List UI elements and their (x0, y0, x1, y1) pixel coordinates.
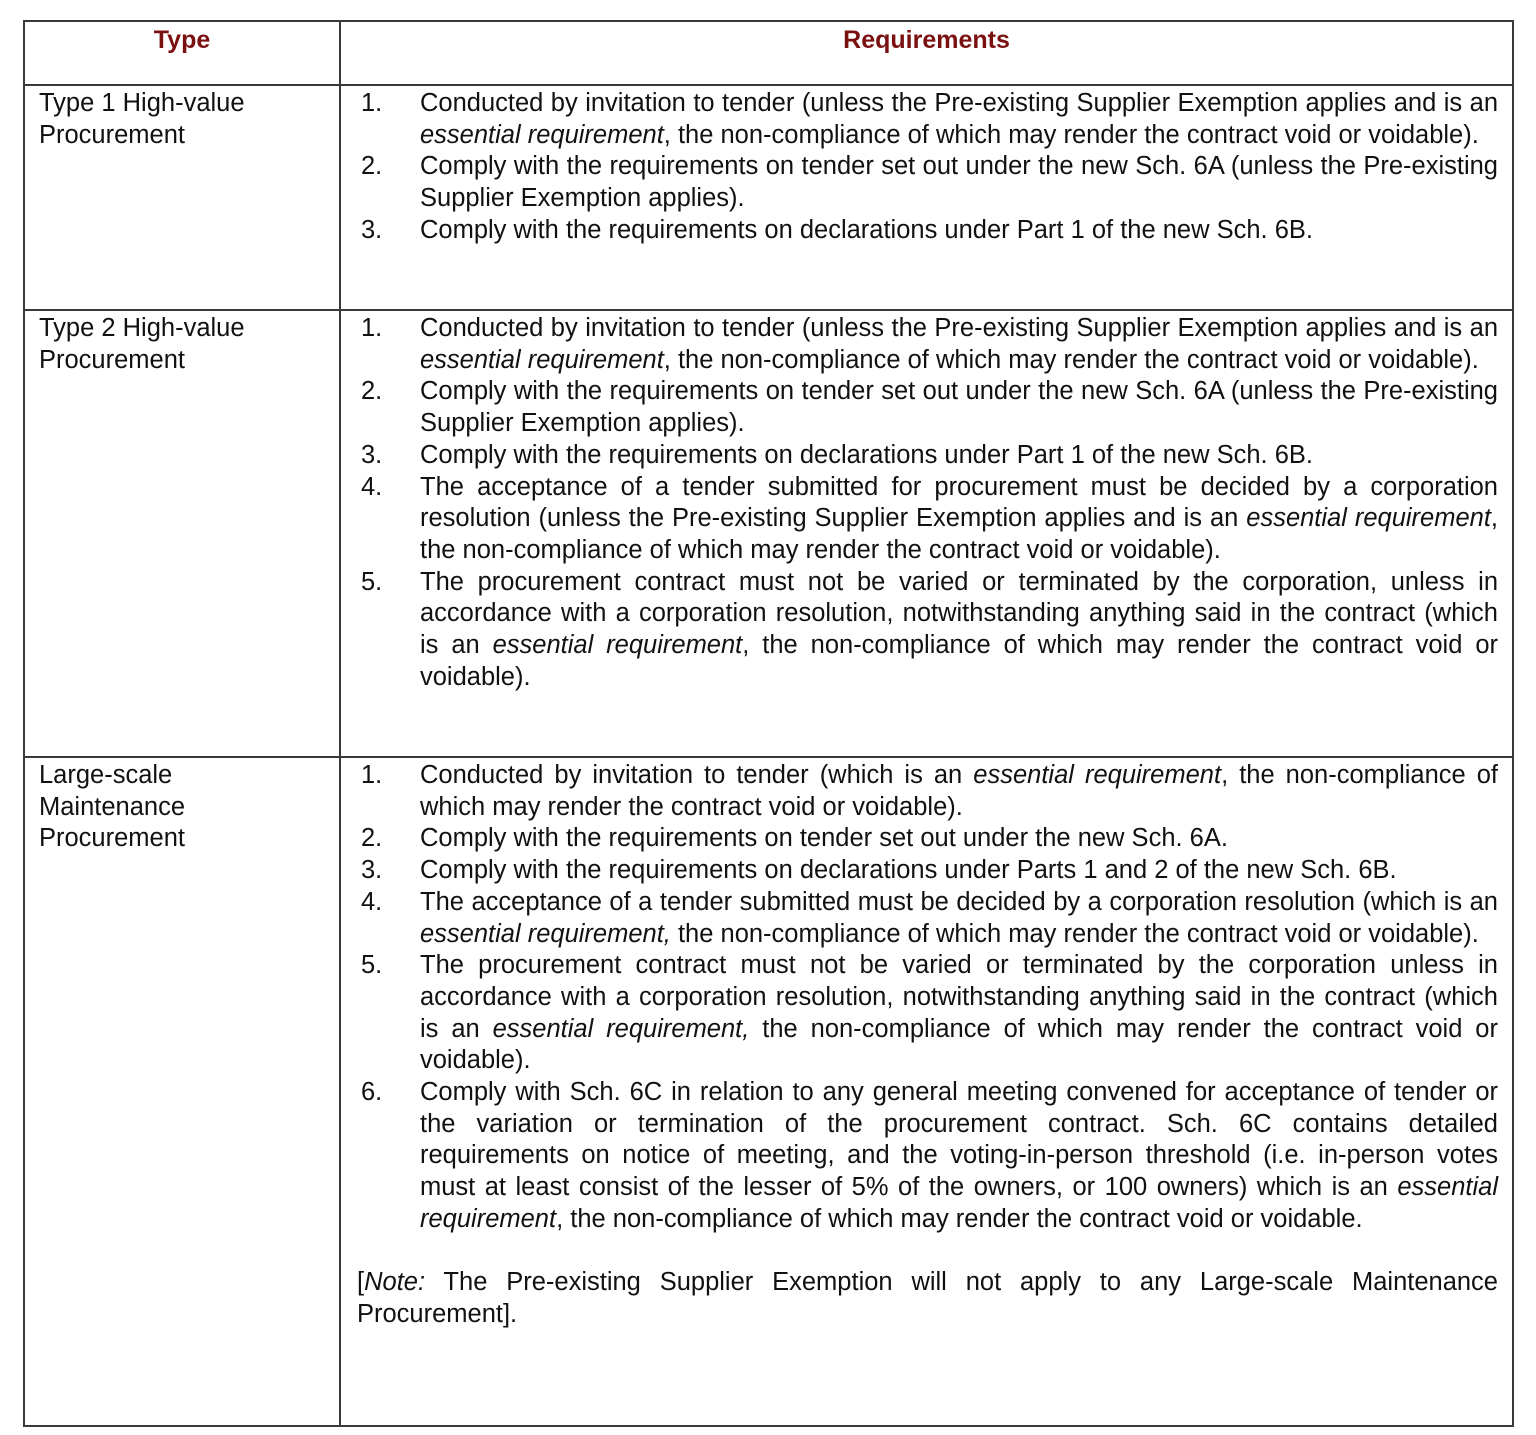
text-segment: Conducted by invitation to tender (unless the Pre-existing Supplier Exemption applies and is an (420, 314, 1498, 342)
text-segment: Comply with the requirements on tender set out under the new Sch. 6A (unless the Pre-existing Supplier Exemption applies). (420, 377, 1498, 438)
requirement-item (357, 1077, 1498, 1236)
text-segment: Comply with the requirements on declarations under Part 1 of the new Sch. 6B. (420, 215, 1313, 244)
item-number: 1. (361, 314, 383, 342)
emphasis-text: essential requirement (492, 631, 743, 660)
requirements-cell (340, 310, 1513, 757)
type-cell: Type 2 High-value Procurement (24, 310, 340, 757)
requirement-item (357, 440, 1498, 472)
text-segment: Conducted by invitation to tender (which is an (420, 761, 974, 789)
item-number: 1. (361, 89, 383, 117)
text-segment: Comply with the requirements on tender set out under the new Sch. 6A. (420, 824, 1228, 853)
item-number: 6. (361, 1078, 383, 1107)
emphasis-text: essential requirement (420, 1173, 1498, 1233)
requirement-item (357, 215, 1498, 247)
text-segment: Comply with the requirements on declarations under Part 1 of the new Sch. 6B. (420, 440, 1313, 469)
text-segment: The Pre-existing Supplier Exemption will not apply to any Large-scale Maintenance Procurement]. (357, 1268, 1498, 1328)
text-segment: Comply with the requirements on declarations under Parts 1 and 2 of the new Sch. 6B. (420, 856, 1397, 885)
requirement-item (357, 887, 1498, 950)
item-number: 2. (361, 824, 383, 853)
text-segment: The acceptance of a tender submitted for procurement must be decided by a corporation resolution (unless the Pre-existing Supplier Exemption applies and is an (420, 472, 1498, 533)
text-segment: the non-compliance of which may render the contract void or voidable). (420, 1014, 1498, 1075)
type-cell: Type 1 High-value Procurement (24, 85, 340, 310)
emphasis-text: Note: (364, 1268, 426, 1297)
table-row (24, 310, 1513, 757)
requirements-list (357, 88, 1498, 247)
emphasis-text: essential requirement (420, 345, 664, 374)
requirement-item (357, 313, 1498, 376)
text-segment: The acceptance of a tender submitted must be decided by a corporation resolution (which is an (420, 887, 1498, 916)
requirement-item (357, 151, 1498, 214)
procurement-requirements-table (23, 20, 1514, 1427)
item-number: 3. (361, 215, 383, 244)
requirement-item (357, 823, 1498, 855)
emphasis-text: essential requirement, (492, 1014, 750, 1043)
exemption-note (357, 1267, 1498, 1330)
requirement-item (357, 88, 1498, 151)
emphasis-text: essential requirement (973, 761, 1222, 789)
text-segment: The procurement contract must not be varied or terminated by the corporation, unless in accordance with a corporation resolution, notwithstanding anything said in the contract (which is an (420, 567, 1498, 660)
text-segment: Conducted by invitation to tender (unless the Pre-existing Supplier Exemption applies and is an (420, 89, 1498, 117)
text-segment: The procurement contract must not be varied or terminated by the corporation unless in accordance with a corporation resolution, notwithstanding anything said in the contract (which is an (420, 951, 1498, 1043)
table-row (24, 85, 1513, 310)
emphasis-text: essential requirement (1246, 504, 1491, 533)
requirements-cell (340, 757, 1513, 1426)
text-segment: [ (357, 1268, 365, 1297)
text-segment: , the non-compliance of which may render the contract void or voidable). (663, 120, 1479, 149)
text-segment: , the non-compliance of which may render the contract void or voidable). (420, 761, 1499, 821)
emphasis-text: essential requirement, (420, 919, 671, 948)
table-row (24, 757, 1513, 1426)
text-segment: , the non-compliance of which may render the contract void or voidable). (420, 504, 1498, 564)
requirement-item (357, 376, 1498, 439)
item-number: 4. (361, 887, 383, 916)
item-number: 3. (361, 856, 383, 885)
requirement-item (357, 855, 1498, 887)
requirements-list (357, 760, 1498, 1236)
header-requirements: Requirements (340, 21, 1513, 85)
type-cell: Large-scale Maintenance Procurement (24, 757, 340, 1426)
item-number: 2. (361, 152, 383, 181)
item-number: 2. (361, 377, 383, 406)
requirements-list (357, 313, 1498, 693)
text-segment: Comply with the requirements on tender set out under the new Sch. 6A (unless the Pre-existing Supplier Exemption applies). (420, 152, 1498, 213)
text-segment: , the non-compliance of which may render the contract void or voidable. (556, 1204, 1363, 1233)
item-number: 1. (361, 761, 383, 789)
text-segment: , the non-compliance of which may render the contract void or voidable). (663, 345, 1479, 374)
item-number: 5. (361, 567, 383, 596)
requirement-item (357, 950, 1498, 1077)
header-row (24, 21, 1513, 85)
item-number: 3. (361, 440, 383, 469)
item-number: 5. (361, 951, 383, 980)
item-number: 4. (361, 472, 383, 501)
emphasis-text: essential requirement (420, 120, 664, 149)
text-segment: , the non-compliance of which may render the contract void or voidable). (420, 631, 1498, 691)
text-segment: Comply with Sch. 6C in relation to any general meeting convened for acceptance of tender or the variation or termination of the procurement contract. Sch. 6C contains detailed requirements on notice of meeting, and the voting-in-person threshold (i.e. in-person votes must at least consist of the lesser of 5% of the owners, or 100 owners) which is an (420, 1078, 1498, 1202)
requirements-cell (340, 85, 1513, 310)
requirement-item (357, 567, 1498, 694)
requirement-item (357, 760, 1498, 823)
header-type: Type (24, 21, 340, 85)
text-segment: the non-compliance of which may render the contract void or voidable). (670, 919, 1479, 948)
requirement-item (357, 472, 1498, 567)
